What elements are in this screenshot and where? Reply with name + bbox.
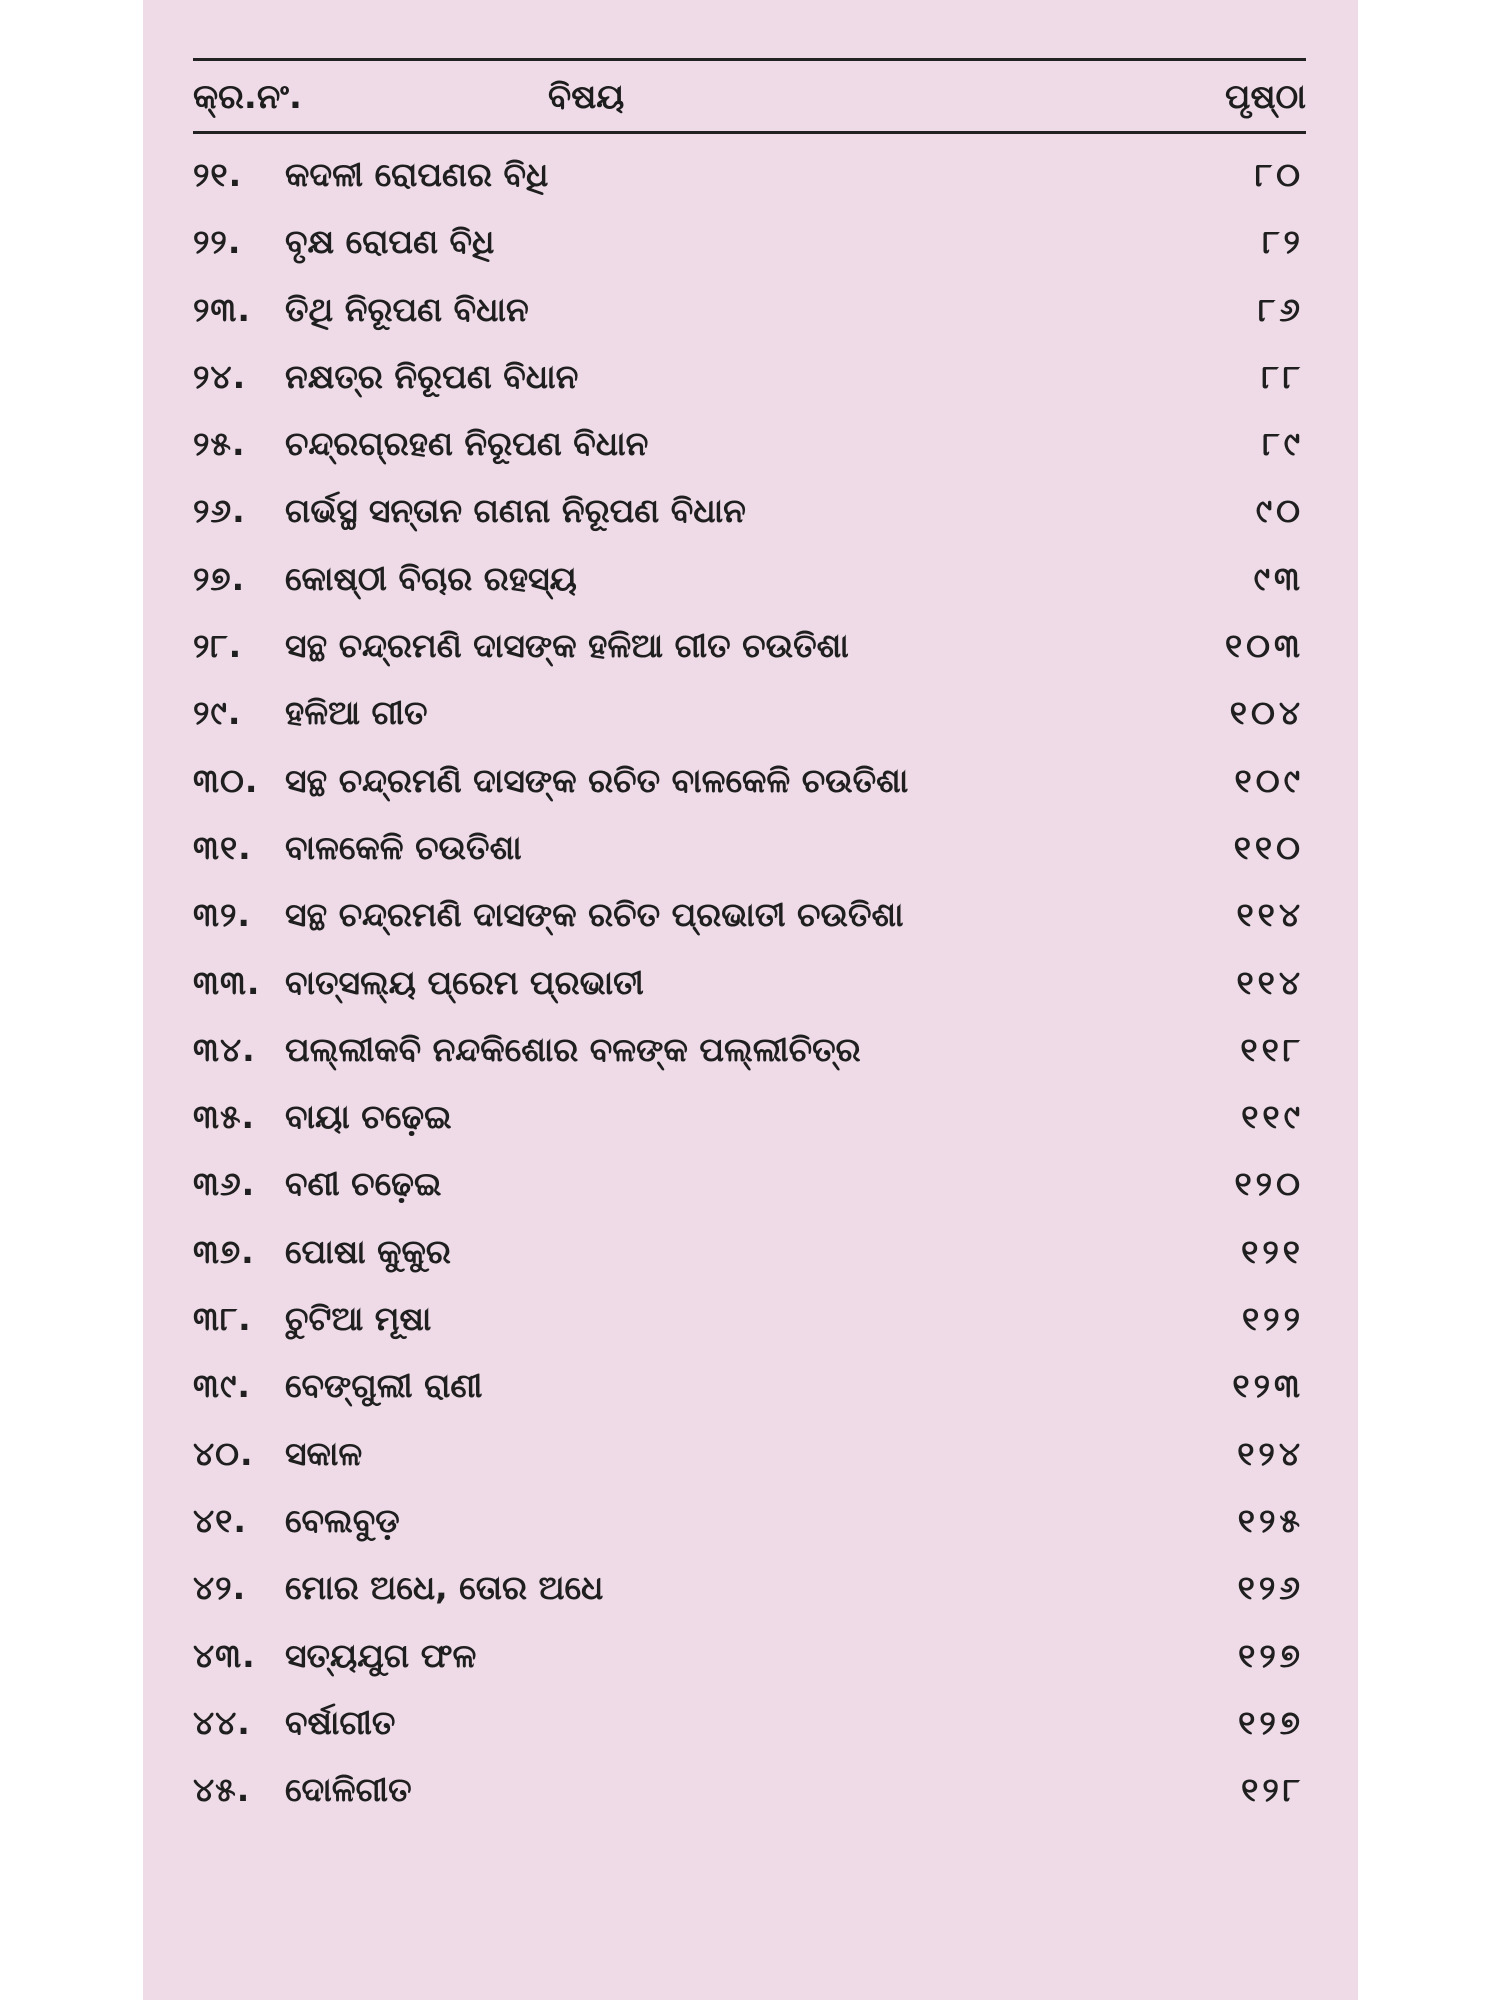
toc-entry: [193, 616, 1306, 683]
toc-entry: [193, 885, 1306, 952]
toc-entry: [193, 212, 1306, 279]
entry-number: ୨୯.: [193, 693, 242, 733]
entry-page-number: ୧୦୪: [1229, 693, 1304, 733]
entry-number: ୨୩.: [193, 289, 251, 329]
entry-page-number: ୮୨: [1262, 222, 1304, 262]
entry-number: ୨୮.: [193, 626, 243, 666]
entry-page-number: ୯୩: [1253, 558, 1304, 598]
entry-title: ସନ୍ଥ ଚନ୍ଦ୍ରମଣି ଦାସଙ୍କ ହଳିଆ ଗୀତ ଚଉତିଶା: [285, 626, 849, 666]
entry-page-number: ୧୦୩: [1224, 626, 1304, 666]
header-page-label: ପୃଷ୍ଠା: [1225, 77, 1306, 117]
entry-page-number: ୧୨୭: [1238, 1635, 1304, 1675]
entry-title: ଚୁଟିଆ ମୂଷା: [285, 1299, 432, 1339]
entry-number: ୩୩.: [193, 962, 261, 1002]
entry-title: ପୋଷା କୁକୁର: [285, 1231, 451, 1271]
entry-page-number: ୯୦: [1255, 491, 1304, 531]
toc-entry: [193, 683, 1306, 750]
entry-title: ବେଙ୍ଗୁଲୀ ରାଣୀ: [285, 1366, 483, 1406]
toc-entry: [193, 280, 1306, 347]
toc-entry: [193, 751, 1306, 818]
toc-entry: [193, 1289, 1306, 1356]
entry-page-number: ୧୨୩: [1232, 1366, 1304, 1406]
entry-number: ୪୪.: [193, 1702, 251, 1742]
entry-number: ୨୨.: [193, 222, 242, 262]
entry-page-number: ୮୦: [1254, 155, 1304, 194]
entry-number: ୪୦.: [193, 1433, 254, 1473]
toc-entry: [193, 953, 1306, 1020]
toc-entry: [193, 1491, 1306, 1558]
entry-number: ୪୧.: [193, 1500, 247, 1540]
entry-title: ସତ୍ୟଯୁଗ ଫଳ: [285, 1635, 477, 1675]
entry-title: ବଣୀ ଚଢ଼େଇ: [285, 1164, 442, 1204]
entry-page-number: ୮୮: [1261, 356, 1304, 396]
entry-title: ବାଳକେଳି ଚଉତିଶା: [285, 827, 522, 867]
entry-number: ୨୬.: [193, 491, 246, 531]
toc-entry: [193, 1356, 1306, 1423]
entry-title: ବେଲବୁଡ଼: [285, 1500, 400, 1540]
entry-title: ସକାଳ: [285, 1433, 363, 1473]
entry-number: ୨୧.: [193, 155, 243, 194]
toc-entry: [193, 347, 1306, 414]
entry-number: ୪୫.: [193, 1770, 251, 1810]
entry-number: ୩୨.: [193, 895, 251, 935]
entry-number: ୩୪.: [193, 1029, 256, 1069]
entry-number: ୨୪.: [193, 356, 247, 396]
entry-page-number: ୧୧୦: [1233, 827, 1304, 867]
entry-title: ବାୟା ଚଢ଼େଇ: [285, 1097, 452, 1137]
entry-page-number: ୧୨୫: [1237, 1500, 1304, 1540]
entry-title: କୋଷ୍ଠୀ ବିଚାର ରହସ୍ୟ: [285, 558, 577, 598]
entry-page-number: ୮୬: [1258, 289, 1304, 329]
toc-entry: [193, 414, 1306, 481]
entry-page-number: ୧୨୮: [1241, 1770, 1304, 1810]
entry-title: ନକ୍ଷତ୍ର ନିରୂପଣ ବିଧାନ: [285, 356, 579, 396]
entry-title: ମୋର ଅଧେ, ତୋର ଅଧେ: [285, 1568, 604, 1608]
entry-title: କଦଳୀ ରୋପଣର ବିଧି: [285, 155, 549, 194]
entry-title: ସନ୍ଥ ଚନ୍ଦ୍ରମଣି ଦାସଙ୍କ ରଚିତ ବାଳକେଳି ଚଉତିଶା: [285, 760, 909, 800]
entry-page-number: ୧୧୪: [1236, 895, 1304, 935]
entry-title: ବାତ୍ସଲ୍ୟ ପ୍ରେମ ପ୍ରଭାତୀ: [285, 962, 644, 1002]
toc-entry: [193, 1222, 1306, 1289]
entry-number: ୨୭.: [193, 558, 246, 598]
entry-number: ୩୧.: [193, 827, 252, 867]
toc-entry: [193, 1154, 1306, 1221]
entry-number: ୩୭.: [193, 1231, 255, 1271]
toc-entry: [193, 1087, 1306, 1154]
entry-number: ୩୫.: [193, 1097, 256, 1137]
toc-entry: [193, 1760, 1306, 1827]
entry-number: ୩୮.: [193, 1299, 252, 1339]
entry-number: ୩୯.: [193, 1366, 251, 1406]
entry-page-number: ୧୨୪: [1237, 1433, 1304, 1473]
entry-page-number: ୧୧୯: [1241, 1097, 1304, 1137]
entry-page-number: ୧୧୪: [1236, 962, 1304, 1002]
entry-title: ପଲ୍ଲୀକବି ନନ୍ଦକିଶୋର ବଳଙ୍କ ପଲ୍ଲୀଚିତ୍ର: [285, 1029, 861, 1069]
header-subject-label: ବିଷୟ: [548, 77, 625, 117]
toc-entry: [193, 1626, 1306, 1693]
entry-page-number: ୧୨୧: [1241, 1231, 1304, 1271]
toc-entry: [193, 1558, 1306, 1625]
toc-entry: [193, 818, 1306, 885]
header-number-label: କ୍ର.ନଂ.: [193, 77, 302, 117]
entry-page-number: ୧୧୮: [1240, 1029, 1304, 1069]
entry-page-number: ୮୯: [1262, 424, 1304, 464]
toc-header: [193, 58, 1306, 134]
toc-entry: [193, 1020, 1306, 1087]
entry-number: ୩୦.: [193, 760, 259, 800]
toc-entry: [193, 549, 1306, 616]
toc-entry: [193, 1424, 1306, 1491]
table-of-contents: [193, 145, 1306, 1827]
entry-title: ସନ୍ଥ ଚନ୍ଦ୍ରମଣି ଦାସଙ୍କ ରଚିତ ପ୍ରଭାତୀ ଚଉତିଶା: [285, 895, 904, 935]
entry-title: ଚନ୍ଦ୍ରଗ୍ରହଣ ନିରୂପଣ ବିଧାନ: [285, 424, 649, 464]
entry-number: ୪୩.: [193, 1635, 256, 1675]
entry-number: ୪୨.: [193, 1568, 247, 1608]
entry-page-number: ୧୨୭: [1238, 1702, 1304, 1742]
entry-title: ବୃକ୍ଷ ରୋପଣ ବିଧି: [285, 222, 495, 262]
entry-page-number: ୧୨୦: [1234, 1164, 1304, 1204]
entry-number: ୨୫.: [193, 424, 246, 464]
toc-entry: [193, 481, 1306, 548]
entry-title: ତିଥି ନିରୂପଣ ବିଧାନ: [285, 289, 529, 329]
toc-entry: [193, 145, 1306, 212]
entry-page-number: ୧୨୬: [1237, 1568, 1304, 1608]
entry-number: ୩୬.: [193, 1164, 256, 1204]
entry-title: ହଳିଆ ଗୀତ: [285, 693, 428, 733]
entry-title: ଗର୍ଭସ୍ଥ ସନ୍ତାନ ଗଣନା ନିରୂପଣ ବିଧାନ: [285, 491, 746, 531]
toc-entry: [193, 1693, 1306, 1760]
entry-page-number: ୧୨୨: [1241, 1299, 1304, 1339]
book-page: [143, 0, 1358, 2000]
entry-title: ଦୋଳିଗୀତ: [285, 1770, 412, 1810]
entry-title: ବର୍ଷାଗୀତ: [285, 1702, 396, 1742]
entry-page-number: ୧୦୯: [1234, 760, 1304, 800]
